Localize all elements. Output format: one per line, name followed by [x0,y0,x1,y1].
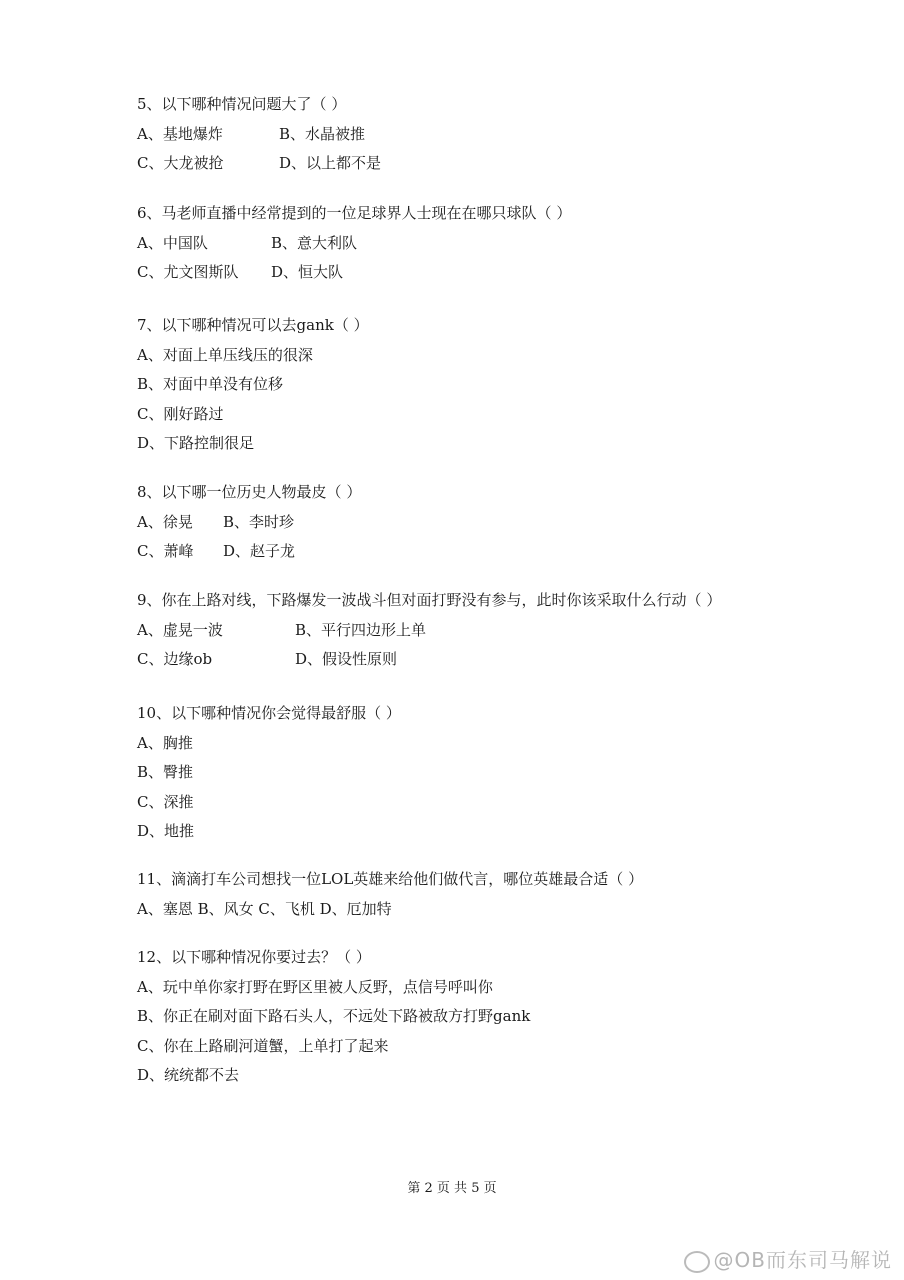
option-row [137,541,837,561]
question-stem: 10、以下哪种情况你会觉得最舒服（ ） [137,704,401,722]
question-stem: 5、以下哪种情况问题大了（ ） [137,95,347,113]
option-row [137,649,837,669]
watermark-text: @OB而东司马解说 [713,1248,892,1272]
option-row [137,233,837,253]
option-b: B、意大利队 [271,233,358,252]
weibo-icon [684,1251,710,1273]
option-b: B、水晶被推 [279,124,366,143]
question-stem: 12、以下哪种情况你要过去？（ ） [137,948,371,966]
watermark [684,1244,892,1273]
option-a: A、胸推 [137,733,193,752]
question-8 [137,482,837,561]
option-row: A、塞恩 B、风女 C、飞机 D、厄加特 [137,899,392,918]
option-a: A、玩中单你家打野在野区里被人反野，点信号呼叫你 [137,977,493,996]
option-b: B、你正在刷对面下路石头人，不远处下路被敌方打野gank [137,1007,531,1025]
option-c: C、尤文图斯队 [137,263,239,281]
question-7 [137,315,837,453]
option-d: D、赵子龙 [223,542,296,560]
option-d: D、下路控制很足 [137,434,255,452]
option-c: C、萧峰 [137,542,194,560]
option-c: C、边缘ob [137,650,213,668]
option-row [137,620,837,640]
option-c: C、刚好路过 [137,404,224,423]
question-stem: 7、以下哪种情况可以去gank（ ） [137,316,369,334]
question-11 [137,869,837,919]
option-row [137,512,837,532]
question-9 [137,590,837,669]
option-d: D、假设性原则 [295,650,398,668]
question-10 [137,703,837,841]
option-d: D、以上都不是 [279,154,382,172]
option-b: B、对面中单没有位移 [137,375,284,393]
option-a: A、对面上单压线压的很深 [137,345,313,364]
question-stem: 11、滴滴打车公司想找一位LOL英雄来给他们做代言，哪位英雄最合适（ ） [137,870,644,888]
question-5 [137,94,837,173]
option-row [137,124,837,144]
option-a: A、徐晃 [137,512,193,531]
question-12 [137,947,837,1085]
option-row [137,262,837,282]
question-6 [137,203,837,282]
option-c: C、你在上路刷河道蟹，上单打了起来 [137,1036,389,1055]
option-c: C、深推 [137,792,194,811]
option-b: B、臀推 [137,763,194,781]
page-footer: 第 2 页 共 5 页 [407,1181,497,1196]
option-a: A、虚晃一波 [137,620,223,639]
option-row [137,153,837,173]
question-stem: 6、马老师直播中经常提到的一位足球界人士现在在哪只球队（ ） [137,204,572,222]
option-a: A、基地爆炸 [137,124,223,143]
option-d: D、地推 [137,822,195,840]
option-d: D、统统都不去 [137,1066,240,1084]
option-d: D、恒大队 [271,263,344,281]
option-b: B、李时珍 [223,512,295,531]
question-stem: 8、以下哪一位历史人物最皮（ ） [137,483,362,501]
option-b: B、平行四边形上单 [295,620,427,639]
question-stem: 9、你在上路对线，下路爆发一波战斗但对面打野没有参与，此时你该采取什么行动（ ） [137,591,722,609]
option-a: A、中国队 [137,233,208,252]
option-c: C、大龙被抢 [137,154,224,172]
